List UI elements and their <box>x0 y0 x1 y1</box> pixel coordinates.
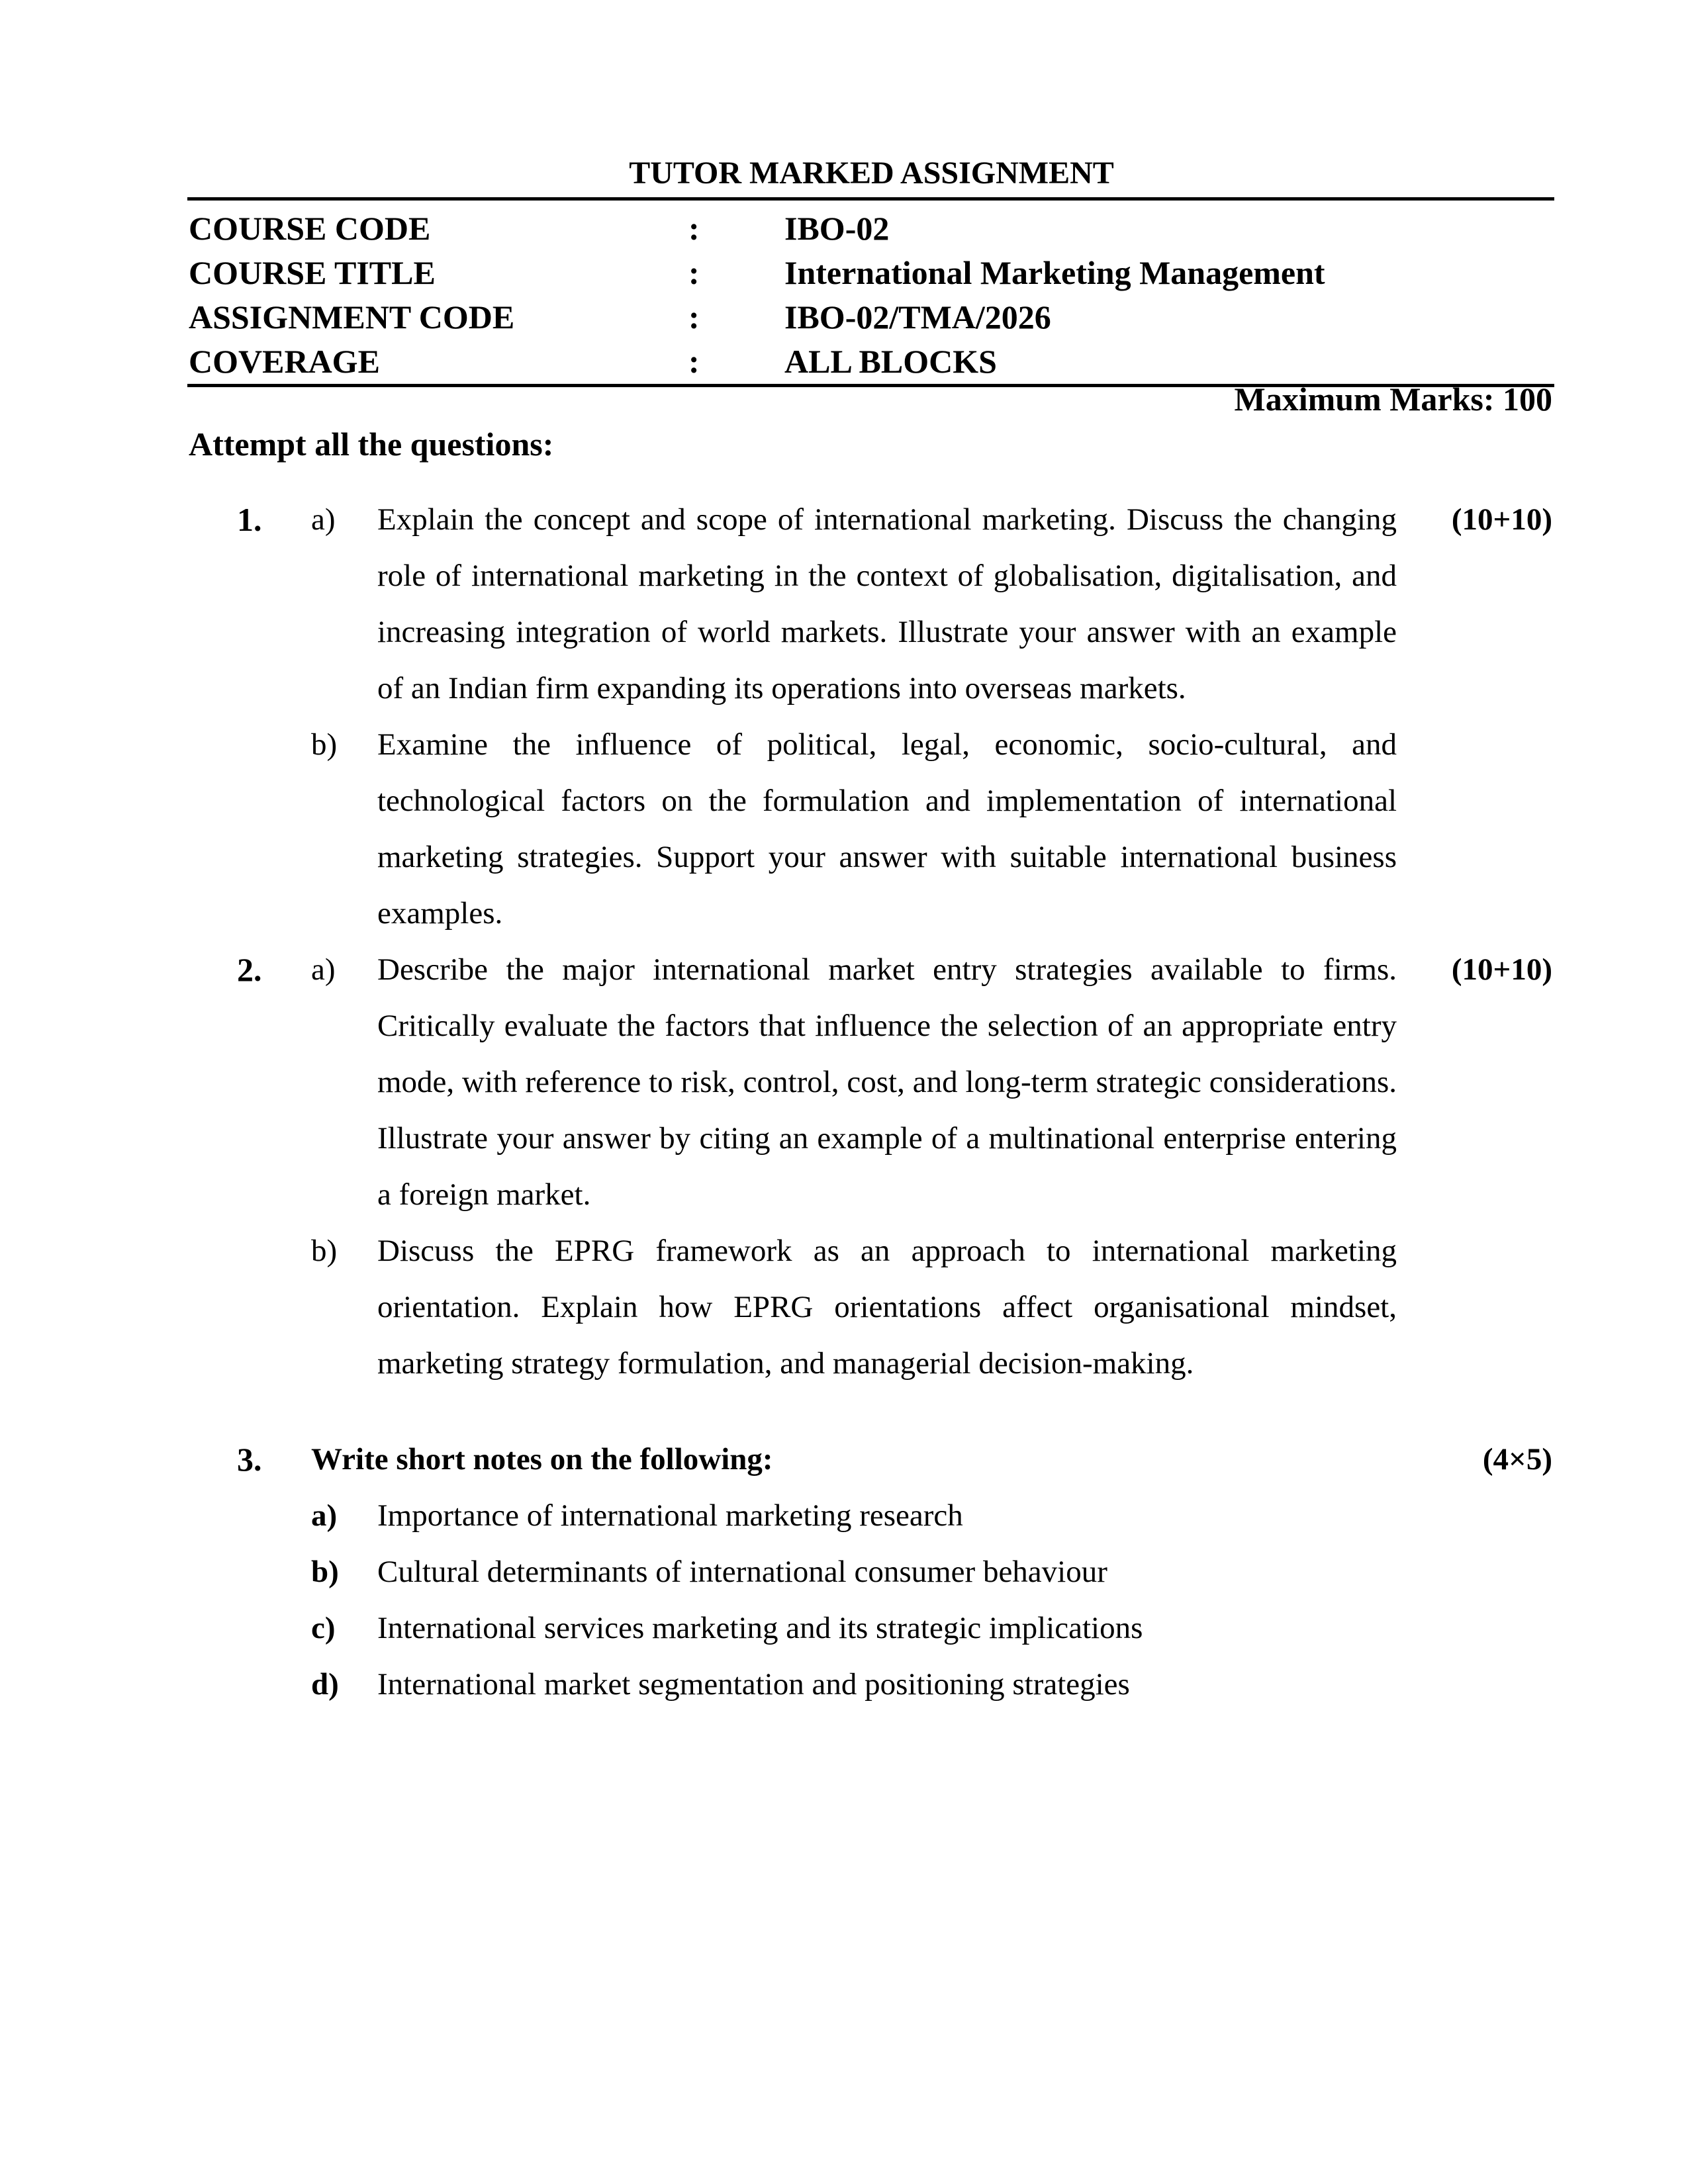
coverage-colon: : <box>688 343 700 380</box>
assignment-code-colon: : <box>688 298 700 336</box>
question-3-number: 3. <box>237 1441 262 1478</box>
note-a-indent <box>189 1488 311 1544</box>
question-3-marks: (4×5) <box>1482 1442 1552 1477</box>
coverage-value: ALL BLOCKS <box>784 343 997 380</box>
question-2b-marks-spacer <box>1397 1223 1552 1392</box>
course-code-value: IBO-02 <box>784 210 890 247</box>
question-1b-text: Examine the influence of political, legal, economic, socio-cultural, and technological factors on the formulation and implementation of international marketing strategies. Support your answer with suitable international business examples. <box>377 727 1397 931</box>
assignment-code-value: IBO-02/TMA/2026 <box>784 298 1051 336</box>
top-rule <box>187 197 1554 201</box>
question-1 <box>189 492 1552 942</box>
question-1-marks: (10+10) <box>1451 502 1552 537</box>
course-title-label: COURSE TITLE <box>189 254 436 291</box>
question-2-marks: (10+10) <box>1451 952 1552 987</box>
question-2 <box>189 942 1552 1392</box>
questions-section <box>189 492 1552 1713</box>
note-a-end-spacer <box>1397 1488 1552 1544</box>
note-d-label: d) <box>311 1667 339 1702</box>
note-b-end-spacer <box>1397 1544 1552 1600</box>
note-b-indent <box>189 1544 311 1600</box>
note-d-text: International market segmentation and positioning strategies <box>377 1667 1130 1702</box>
note-d-indent <box>189 1657 311 1713</box>
course-title-value: International Marketing Management <box>784 254 1325 291</box>
note-a-label: a) <box>311 1498 338 1533</box>
document-title: TUTOR MARKED ASSIGNMENT <box>629 156 1114 191</box>
note-c-indent <box>189 1600 311 1657</box>
assignment-code-label: ASSIGNMENT CODE <box>189 298 515 336</box>
maximum-marks: Maximum Marks: 100 <box>1234 381 1552 418</box>
question-1b-marks-spacer <box>1397 717 1552 942</box>
question-2b-indent <box>189 1223 311 1392</box>
question-2a-text: Describe the major international market entry strategies available to firms. Critically evaluate the factors that influence the selection of an appropriate entry mode, with reference to risk, control, cost, and long-term strategic considerations. Illustrate your answer by citing an example of a multinational enterprise entering a foreign market. <box>377 952 1397 1212</box>
instruction-line: Attempt all the questions: <box>189 426 554 463</box>
course-code-label: COURSE CODE <box>189 210 431 247</box>
question-3 <box>189 1432 1552 1713</box>
question-2a-label: a) <box>311 952 336 987</box>
note-c-text: International services marketing and its strategic implications <box>377 1611 1143 1645</box>
question-2-number: 2. <box>237 951 262 988</box>
question-1b-label: b) <box>311 727 338 762</box>
note-d-end-spacer <box>1397 1657 1552 1713</box>
coverage-label: COVERAGE <box>189 343 380 380</box>
note-a-text: Importance of international marketing research <box>377 1498 963 1533</box>
course-title-colon: : <box>688 254 700 291</box>
question-1a-label: a) <box>311 502 336 537</box>
question-3-heading: Write short notes on the following: <box>311 1442 773 1477</box>
note-c-end-spacer <box>1397 1600 1552 1657</box>
note-c-label: c) <box>311 1611 336 1645</box>
note-b-label: b) <box>311 1555 339 1589</box>
question-1b-indent <box>189 717 311 942</box>
question-1-number: 1. <box>237 501 262 538</box>
note-b-text: Cultural determinants of international consumer behaviour <box>377 1555 1107 1589</box>
question-2b-text: Discuss the EPRG framework as an approach to international marketing orientation. Explain how EPRG orientations affect organisational mindset, marketing strategy formulation, and managerial decision-making. <box>377 1234 1397 1381</box>
question-1a-text: Explain the concept and scope of international marketing. Discuss the changing role of international marketing in the context of globalisation, digitalisation, and increasing integration of world markets. Illustrate your answer with an example of an Indian firm expanding its operations into overseas markets. <box>377 502 1397 705</box>
question-2b-label: b) <box>311 1234 338 1268</box>
course-info-table <box>189 206 1554 384</box>
course-code-colon: : <box>688 210 700 247</box>
